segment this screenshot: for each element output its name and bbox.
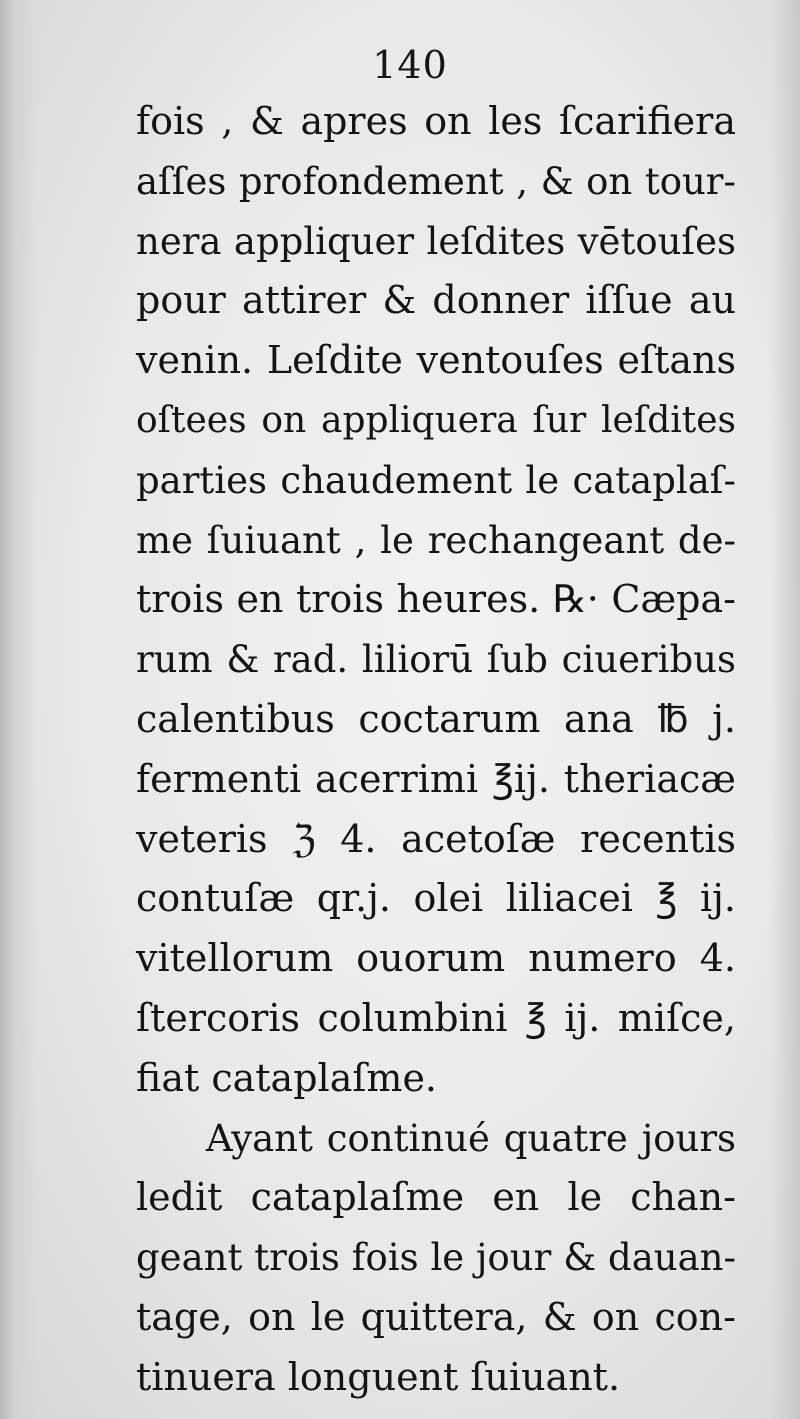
- text-line: calentibus coctarum ana ℔ j.: [136, 696, 736, 741]
- page-number: 140: [372, 43, 448, 87]
- text-line: ſtercoris columbini ℥ ij. miſce,: [136, 995, 736, 1040]
- body-text: [136, 92, 736, 1408]
- text-line: fermenti acerrimi ℥ij. theriacæ: [136, 756, 736, 801]
- paragraph-2: [136, 1109, 736, 1408]
- text-line: geant trois fois le jour & dauan-: [136, 1236, 736, 1280]
- text-line: ledit cataplaſme en le chan-: [136, 1175, 736, 1220]
- text-line: fois , & apres on les ſcarifiera: [136, 99, 736, 143]
- text-line: contuſæ qr.j. olei liliacei ℥ ij.: [136, 876, 736, 921]
- text-line: tinuera longuent ſuiuant.: [136, 1354, 621, 1399]
- text-line: fiat cataplaſme.: [136, 1055, 438, 1100]
- text-line: trois en trois heures. ℞· Cæpa-: [136, 577, 736, 622]
- text-line: oſtees on appliquera ſur leſdites: [136, 399, 736, 441]
- paragraph-1: [136, 92, 736, 1109]
- page-edge-shadow: [770, 0, 800, 1419]
- text-line: parties chaudement le cataplaſ-: [136, 458, 736, 502]
- text-line: me ſuiuant , le rechangeant de-: [136, 518, 736, 562]
- text-line: tage, on le quittera, & on con-: [136, 1294, 736, 1339]
- text-line: aſſes profondement , & on tour-: [136, 159, 736, 203]
- text-line: pour attirer & donner iſſue au: [136, 278, 736, 323]
- page-gutter-shadow: [0, 0, 38, 1419]
- text-line: Ayant continué quatre jours: [206, 1116, 736, 1160]
- text-line: venin. Leſdite ventouſes eſtans: [136, 338, 736, 383]
- text-line: rum & rad. liliorū ſub ciueribus: [136, 638, 736, 682]
- text-line: veteris ℨ 4. acetoſæ recentis: [136, 816, 736, 861]
- text-line: vitellorum ouorum numero 4.: [136, 936, 736, 981]
- text-line: nera appliquer leſdites vētouſes: [136, 219, 736, 263]
